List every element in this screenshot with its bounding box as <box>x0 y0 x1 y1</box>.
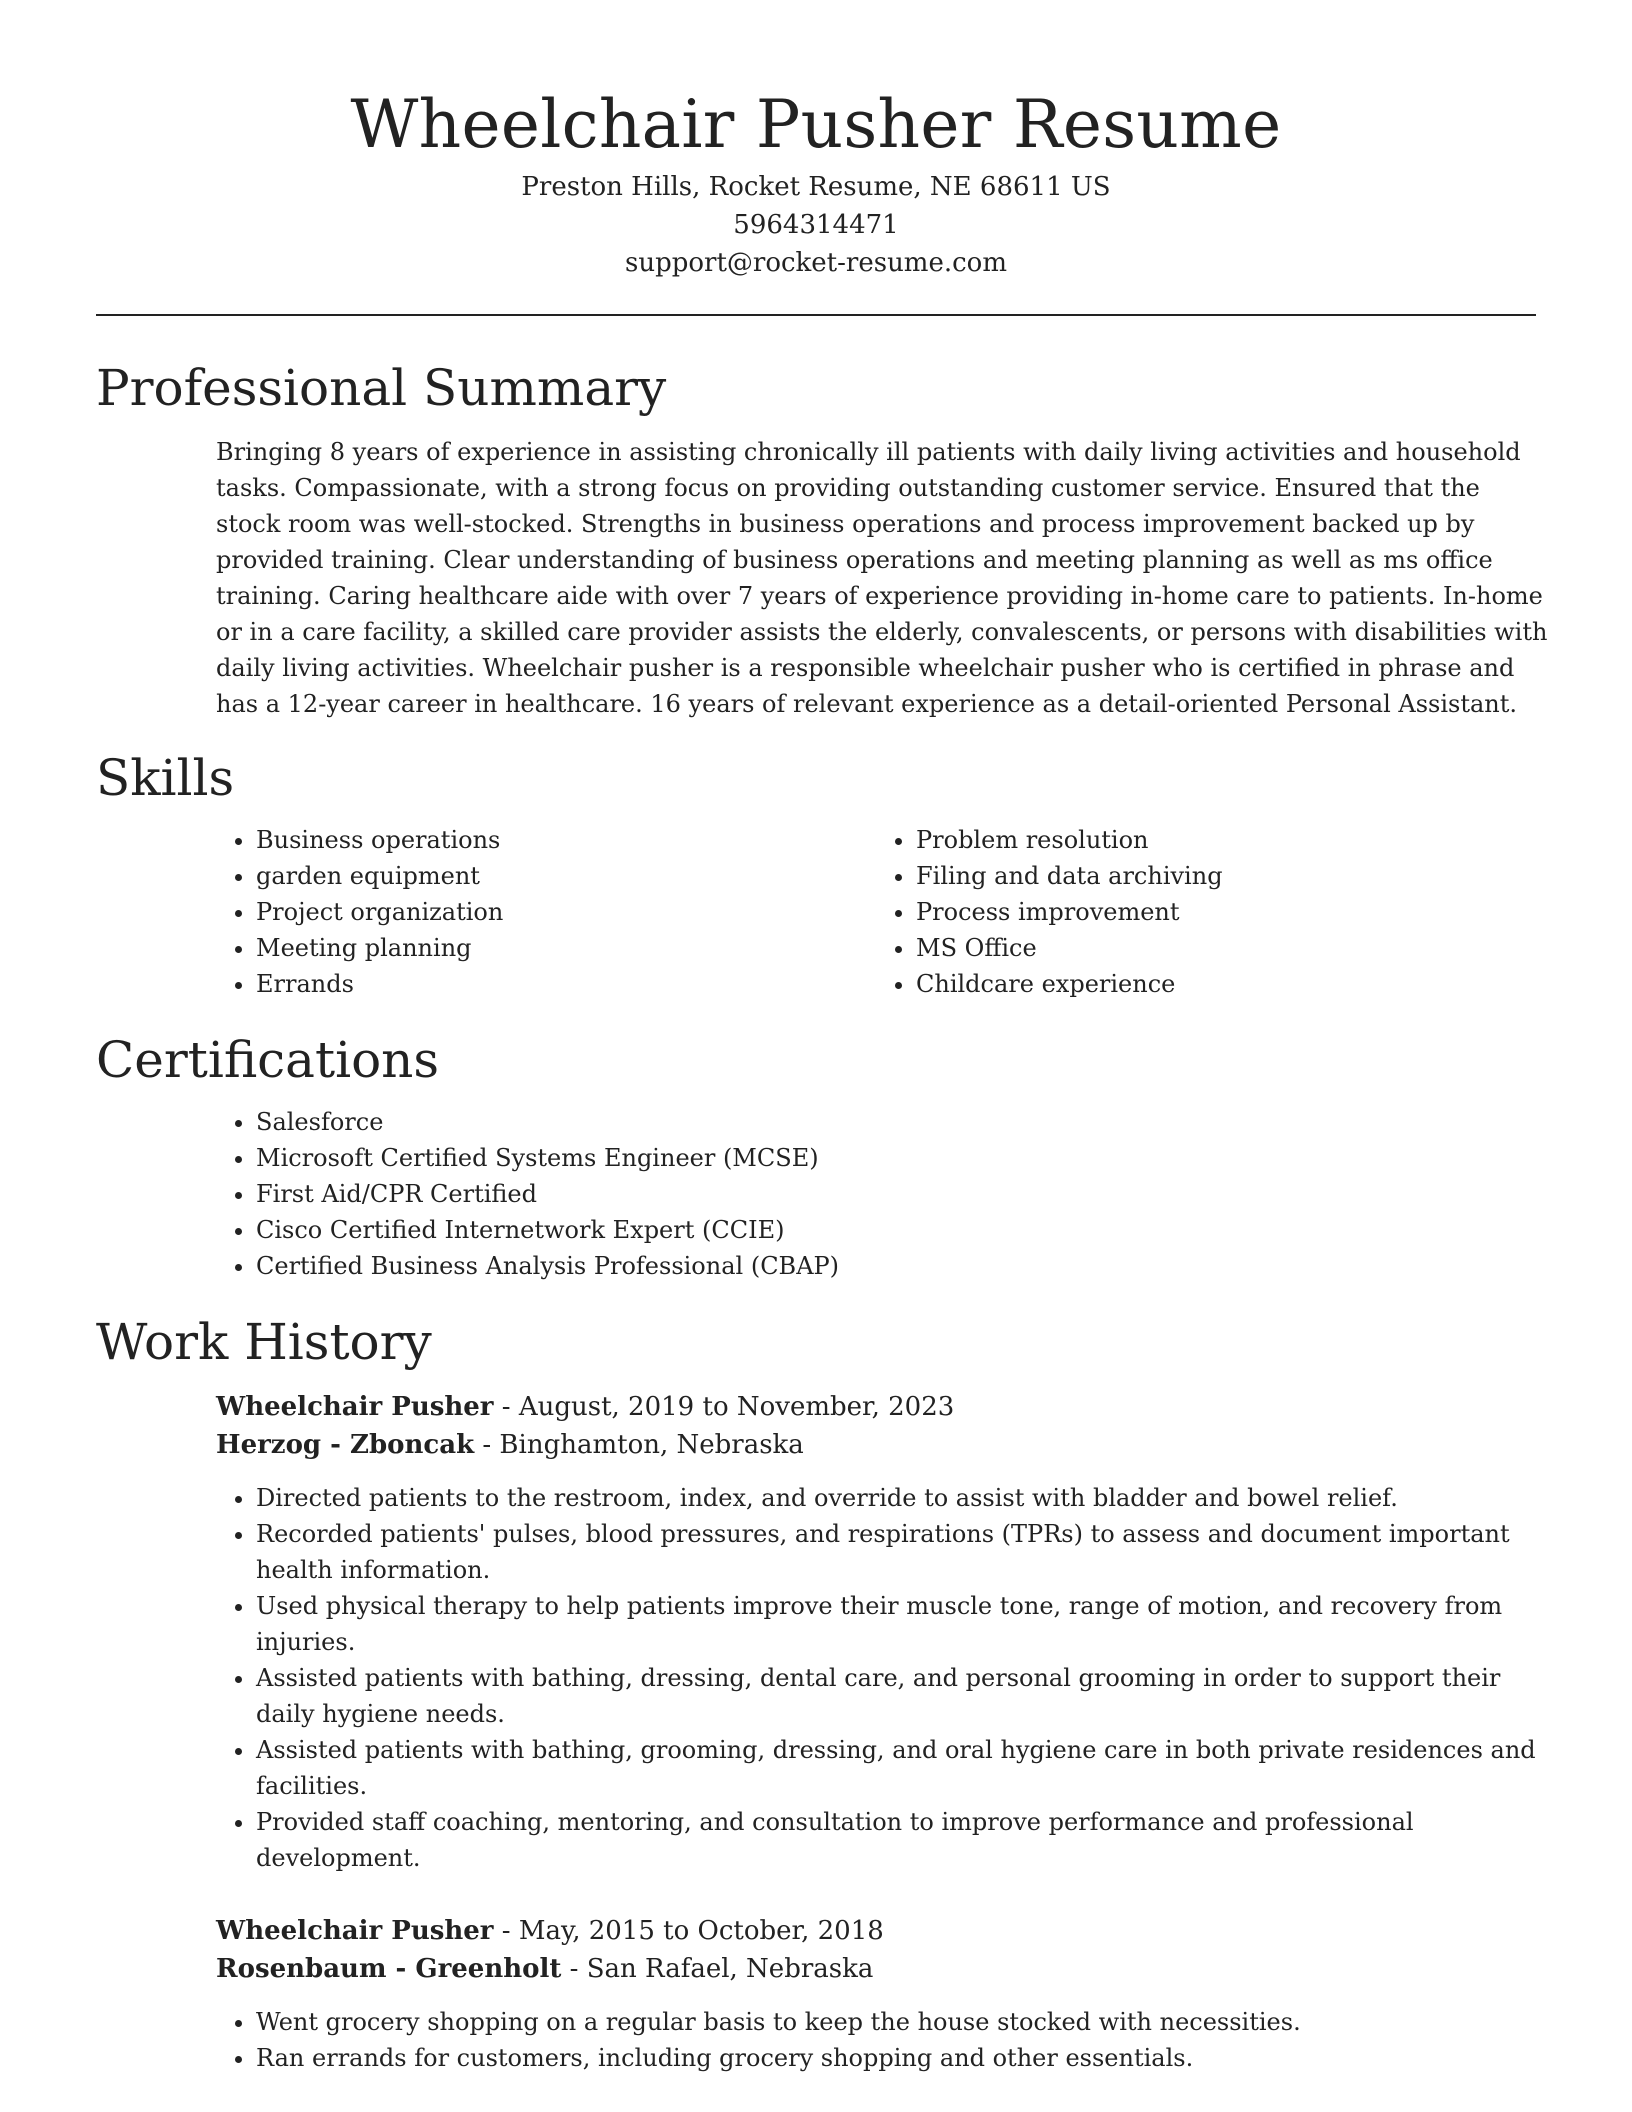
job-company: Herzog - Zboncak <box>216 1430 475 1460</box>
skills-column-right <box>876 822 1536 1002</box>
summary-section <box>96 356 1548 722</box>
job-location: - Binghamton, Nebraska <box>474 1430 804 1460</box>
job-title: Wheelchair Pusher <box>216 1392 494 1422</box>
skill-item: • Business operations <box>256 822 876 858</box>
certifications-list <box>216 1104 1536 1284</box>
summary-text: Bringing 8 years of experience in assisting chronically ill patients with daily living activities and household tasks. Compassionate, with a strong focus on providing outstanding customer service. Ensured that the stock room was well-stocked. Strengths in business operations and process improvement backed up by provided training. Clear understanding of business operations and meeting planning as well as ms office training. Caring healthcare aide with over 7 years of experience providing in-home care to patients. In-home or in a care facility, a skilled care provider assists the elderly, convalescents, or persons with disabilities with daily living activities. Wheelchair pusher is a responsible wheelchair pusher who is certified in phrase and has a 12-year career in healthcare. 16 years of relevant experience as a detail-oriented Personal Assistant. <box>216 438 1548 718</box>
certification-item: • Salesforce <box>256 1104 1536 1140</box>
work-history-heading: Work History <box>96 1313 432 1371</box>
job-company-line <box>216 1950 1536 1988</box>
skill-item: • garden equipment <box>256 858 876 894</box>
job-location: - San Rafael, Nebraska <box>561 1954 874 1984</box>
skills-column-left <box>216 822 876 1002</box>
duty-item: • Recorded patients' pulses, blood pressures, and respirations (TPRs) to assess and document important health information. <box>256 1516 1556 1588</box>
header-divider <box>96 314 1536 316</box>
duty-item: • Assisted patients with bathing, dressing, dental care, and personal grooming in order to support their daily hygiene needs. <box>256 1660 1556 1732</box>
resume-page <box>96 0 1548 2076</box>
job-title: Wheelchair Pusher <box>216 1916 494 1946</box>
skill-item: • Filing and data archiving <box>916 858 1536 894</box>
job-company-line <box>216 1426 1536 1464</box>
certification-item: • Cisco Certified Internetwork Expert (CCIE) <box>256 1212 1536 1248</box>
job-title-line <box>216 1912 1536 1950</box>
skills-section <box>96 746 1536 1002</box>
skill-item: • Process improvement <box>916 894 1536 930</box>
duty-item: • Directed patients to the restroom, index, and override to assist with bladder and bowel relief. <box>256 1480 1556 1516</box>
skill-item: • Errands <box>256 966 876 1002</box>
job-duties <box>216 2004 1556 2076</box>
skill-item: • Project organization <box>256 894 876 930</box>
job-entry <box>216 1388 1536 1876</box>
certification-item: • Certified Business Analysis Professional (CBAP) <box>256 1248 1536 1284</box>
certification-item: • First Aid/CPR Certified <box>256 1176 1536 1212</box>
certification-item: • Microsoft Certified Systems Engineer (MCSE) <box>256 1140 1536 1176</box>
resume-title: Wheelchair Pusher Resume <box>350 86 1282 163</box>
skill-item: • Meeting planning <box>256 930 876 966</box>
job-title-line <box>216 1388 1536 1426</box>
certifications-heading: Certifications <box>96 1031 440 1089</box>
skills-heading: Skills <box>96 749 235 807</box>
certifications-section <box>96 1028 1536 1284</box>
duty-item: • Went grocery shopping on a regular basis to keep the house stocked with necessities. <box>256 2004 1556 2040</box>
contact-address: Preston Hills, Rocket Resume, NE 68611 US <box>521 172 1111 202</box>
resume-header <box>96 0 1536 282</box>
summary-heading: Professional Summary <box>96 359 667 417</box>
duty-item: • Assisted patients with bathing, grooming, dressing, and oral hygiene care in both private residences and facilities. <box>256 1732 1556 1804</box>
duty-item: • Used physical therapy to help patients improve their muscle tone, range of motion, and recovery from injuries. <box>256 1588 1556 1660</box>
duty-item: • Provided staff coaching, mentoring, and consultation to improve performance and professional development. <box>256 1804 1556 1876</box>
job-entry <box>216 1912 1536 2076</box>
skill-item: • Problem resolution <box>916 822 1536 858</box>
job-dates: - August, 2019 to November, 2023 <box>493 1392 955 1422</box>
skill-item: • MS Office <box>916 930 1536 966</box>
skill-item: • Childcare experience <box>916 966 1536 1002</box>
job-duties <box>216 1480 1556 1876</box>
work-history-section <box>96 1310 1536 2076</box>
contact-phone: 5964314471 <box>733 210 899 240</box>
contact-block <box>96 168 1536 282</box>
duty-item: • Ran errands for customers, including grocery shopping and other essentials. <box>256 2040 1556 2076</box>
contact-email: support@rocket-resume.com <box>624 248 1007 278</box>
skills-grid <box>216 822 1536 1002</box>
job-company: Rosenbaum - Greenholt <box>216 1954 562 1984</box>
job-dates: - May, 2015 to October, 2018 <box>493 1916 884 1946</box>
